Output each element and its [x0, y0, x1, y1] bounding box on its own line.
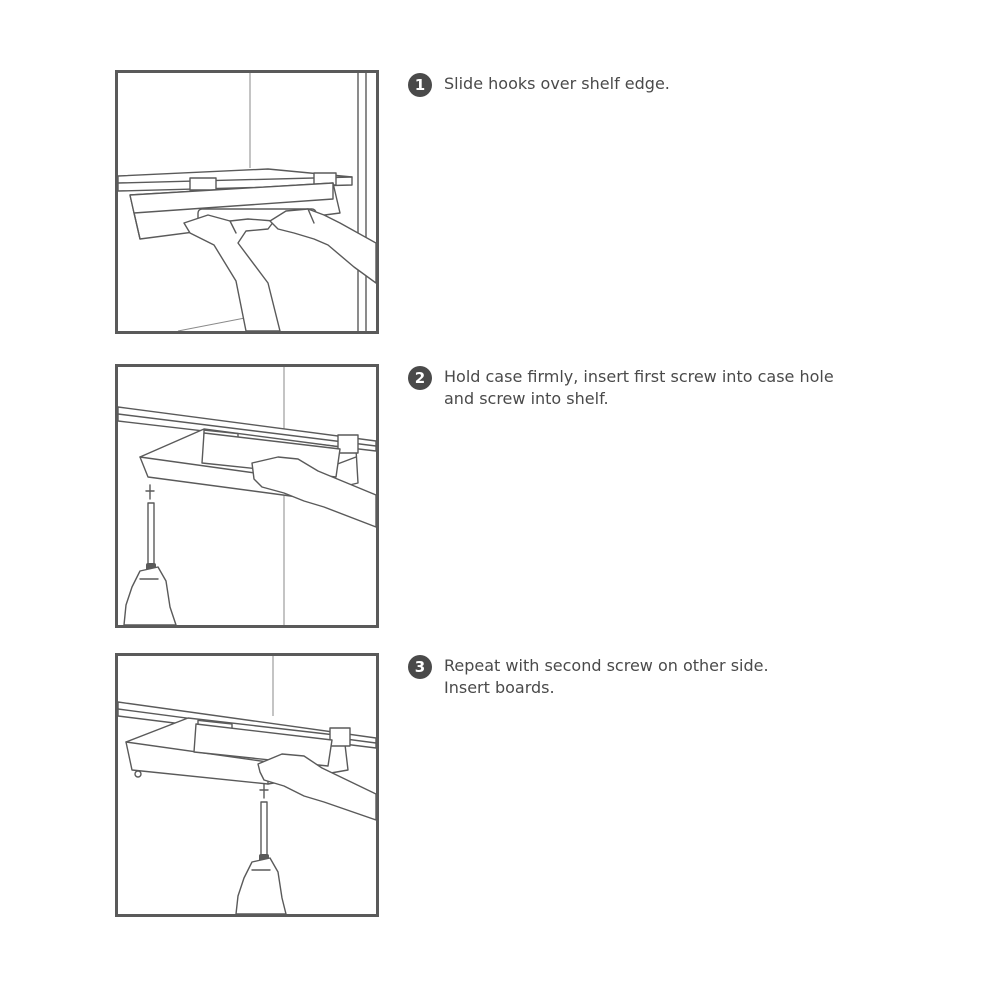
step-text-line: Repeat with second screw on other side. [444, 656, 769, 675]
hands-holding-case-illustration [118, 73, 376, 331]
step-text-line: Slide hooks over shelf edge. [444, 74, 670, 93]
step-3-instruction [408, 655, 769, 699]
step-3-illustration [115, 653, 379, 917]
step-text [444, 73, 670, 95]
step-number-badge: 1 [408, 73, 432, 97]
step-number-badge: 2 [408, 366, 432, 390]
step-text-line: and screw into shelf. [444, 389, 609, 408]
step-2-instruction [408, 366, 834, 410]
step-text [444, 655, 769, 699]
step-1-illustration [115, 70, 379, 334]
screwdriver-first-screw-illustration [118, 367, 376, 625]
step-text [444, 366, 834, 410]
step-1-instruction [408, 73, 670, 97]
step-2-illustration [115, 364, 379, 628]
step-text-line: Insert boards. [444, 678, 555, 697]
step-number-badge: 3 [408, 655, 432, 679]
screwdriver-second-screw-illustration [118, 656, 376, 914]
step-text-line: Hold case firmly, insert first screw into case hole [444, 367, 834, 386]
